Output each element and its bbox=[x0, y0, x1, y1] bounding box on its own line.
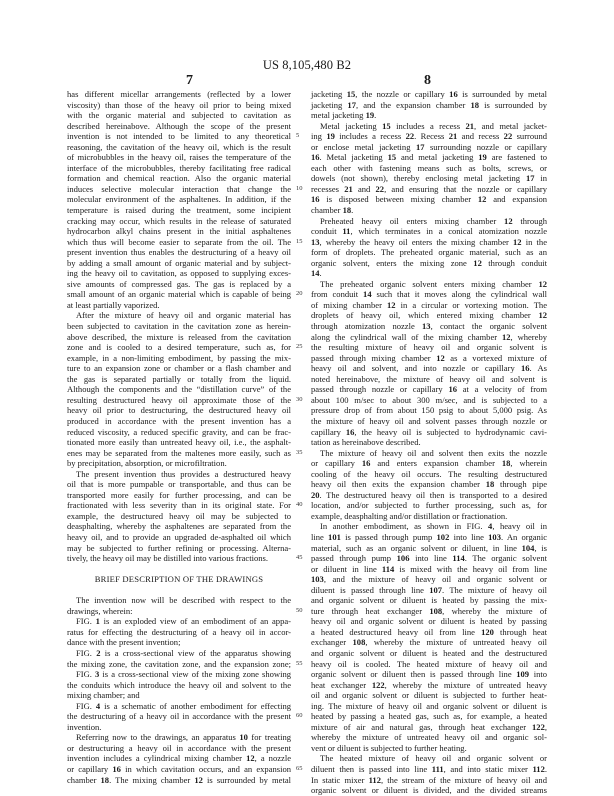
reference-numeral: 4 bbox=[95, 700, 101, 711]
reference-numeral: 16 bbox=[448, 384, 457, 395]
right-column-line: conduit 11, which terminates in a conical atomization nozzle bbox=[311, 226, 547, 237]
left-column-line: has different micellar arrangements (reflected by a lower bbox=[67, 89, 291, 99]
reference-numeral: 112 bbox=[532, 764, 545, 774]
left-column-line: The present invention thus provides a destructured heavy bbox=[76, 468, 291, 479]
right-column-line: capillary 16, the heavy oil is subjected to hydrodynamic cavi- bbox=[311, 426, 547, 437]
right-column-line: vent or diluent is subjected to further heating. bbox=[311, 742, 467, 753]
reference-numeral: 22 bbox=[375, 183, 385, 194]
right-column-line: each other with fastening means such as bolts, screws, or bbox=[311, 162, 547, 173]
reference-numeral: 16 bbox=[311, 194, 320, 205]
right-column-line: In static mixer 112, the stream of the mixture of heavy oil and bbox=[311, 774, 547, 785]
right-column-line: ing 19 includes a recess 22. Recess 21 and recess 22 surround bbox=[311, 131, 547, 142]
right-column-line: material, such as an organic solvent or diluent, in line 104, is bbox=[311, 542, 547, 553]
reference-numeral: 103 bbox=[488, 531, 501, 542]
reference-numeral: 103 bbox=[311, 574, 324, 585]
right-column-line: jacketing 17, and the expansion chamber 18 is surrounded by bbox=[311, 99, 547, 110]
reference-numeral: 14 bbox=[311, 268, 320, 279]
left-column-line: of microbubbles in the heavy oil, raises the temperature of the bbox=[67, 152, 291, 163]
left-column-line: cracking may occur, which results in the release of saturated bbox=[67, 215, 291, 226]
line-number: 20 bbox=[296, 290, 303, 298]
right-column-line: 14. bbox=[311, 268, 322, 279]
reference-numeral: 20 bbox=[311, 489, 320, 500]
reference-numeral: 3 bbox=[95, 669, 100, 680]
right-column-line: a heated destructured heavy oil from line 120 through heat bbox=[311, 626, 547, 637]
reference-numeral: 12 bbox=[538, 310, 547, 321]
left-column-line: with the organic material and subjected to cavitation as bbox=[67, 110, 291, 121]
right-column-line: chamber 18. bbox=[311, 205, 354, 216]
left-column-line: example, the destructured heavy oil may be subjected to bbox=[67, 510, 291, 521]
reference-numeral: 22 bbox=[405, 131, 415, 142]
reference-numeral: 12 bbox=[194, 774, 203, 785]
left-column-line bbox=[67, 564, 291, 575]
left-column-line: small amount of an organic material which is capable of being bbox=[67, 289, 291, 300]
reference-numeral: 12 bbox=[436, 352, 445, 363]
reference-numeral: 114 bbox=[452, 553, 465, 564]
right-column-line: through atomization nozzle 13, contact the organic solvent bbox=[311, 321, 548, 332]
right-column-line: of mixing chamber 12 in a circular or vortexing motion. The bbox=[311, 299, 547, 310]
left-column-line: the mixing zone, the cavitation zone, and the expansion zone; bbox=[67, 658, 291, 669]
reference-numeral: 17 bbox=[525, 173, 535, 184]
reference-numeral: 18 bbox=[100, 774, 110, 785]
left-column-line: example, in a non-limiting embodiment, by passing the mix- bbox=[67, 352, 291, 363]
right-column-line: tation as hereinabove described. bbox=[311, 437, 421, 448]
left-column-line: the conduits which introduce the heavy oil and solvent to the bbox=[67, 679, 291, 690]
right-column-line: mixture of air and natural gas, through heat exchanger 122, bbox=[311, 721, 547, 732]
right-column-line: noted hereinabove, the mixture of heavy oil and solvent is bbox=[311, 373, 547, 384]
right-column-line: along the cylindrical wall of the mixing chamber 12, whereby bbox=[311, 331, 547, 342]
patent-number: US 8,105,480 B2 bbox=[262, 58, 352, 72]
right-column-line: heavy oil is cooled. The heated mixture of heavy oil and bbox=[311, 658, 547, 669]
reference-numeral: 15 bbox=[382, 120, 391, 131]
line-number: 5 bbox=[296, 132, 300, 140]
reference-numeral: 14 bbox=[363, 289, 372, 300]
reference-numeral: 18 bbox=[501, 458, 511, 469]
line-number: 60 bbox=[296, 712, 303, 720]
left-column-line: FIG. 4 is a schematic of another embodiment for effecting bbox=[76, 700, 291, 711]
right-column-line: droplets of heavy oil, which entered mixing chamber 12 bbox=[311, 310, 547, 321]
left-column-line: deasphalting, whereby the asphaltenes are separated from the bbox=[67, 521, 291, 532]
left-column-line: by adding a small amount of organic material and by subject- bbox=[67, 257, 291, 268]
reference-numeral: 102 bbox=[436, 531, 450, 542]
line-number: 30 bbox=[296, 395, 303, 403]
right-column-line: cooling of the heavy oil occurs. The resulting destructured bbox=[311, 468, 547, 479]
line-number: 40 bbox=[296, 501, 303, 509]
left-page-number: 7 bbox=[186, 73, 193, 88]
right-column-line: jacketing 15, the nozzle or capillary 16 is surrounded by metal bbox=[311, 89, 547, 99]
reference-numeral: 12 bbox=[387, 299, 396, 310]
left-column-line: tively, the heavy oil may be distilled into various fractions. bbox=[67, 553, 268, 564]
reference-numeral: 12 bbox=[513, 236, 522, 247]
reference-numeral: 15 bbox=[387, 152, 397, 163]
right-column-line: ture through heat exchanger 108, whereby the mixture of bbox=[311, 605, 547, 616]
reference-numeral: 19 bbox=[326, 131, 335, 142]
left-column-line: ing the heavy oil to cavitation, as opposed to supplying exces- bbox=[67, 268, 291, 279]
left-column-line: transported more easily for further processing, and can be bbox=[67, 489, 291, 500]
reference-numeral: 112 bbox=[368, 774, 381, 785]
right-column-line: 16 is disposed between mixing chamber 12 and expansion bbox=[311, 194, 547, 205]
reference-numeral: 13 bbox=[422, 321, 431, 332]
left-column-line: the destructuring of a heavy oil in accordance with the present bbox=[67, 711, 291, 722]
left-column-line: oil that is more pumpable or transportable, and thus can be bbox=[67, 479, 291, 490]
right-column-line: metal jacketing 19. bbox=[311, 110, 377, 121]
right-column-line: from conduit 14 such that it moves along the cylindrical wall bbox=[311, 289, 547, 300]
left-column-line: FIG. 1 is an exploded view of an embodiment of an appa- bbox=[76, 616, 291, 627]
left-column-line: tionated more easily than untreated heavy oil, i.e., the asphalt- bbox=[67, 437, 291, 448]
right-text-column bbox=[311, 89, 547, 796]
reference-numeral: 12 bbox=[246, 753, 255, 764]
right-column-line: and organic solvent or diluent is heated by passing the mix- bbox=[311, 595, 547, 606]
right-column-line: or diluent in line 114 is mixed with the heavy oil from line bbox=[311, 563, 547, 574]
left-column-line: or destructuring a heavy oil in accordance with the present bbox=[67, 742, 291, 753]
right-column-line: heavy oil and organic solvent or diluent is heated by passing bbox=[311, 616, 547, 627]
left-column-line: present invention thus enables the destructuring of a heavy oil bbox=[67, 247, 291, 258]
line-number: 45 bbox=[296, 554, 303, 562]
right-column-line: The preheated organic solvent enters mixing chamber 12 bbox=[320, 278, 547, 289]
left-column-line: been subjected to cavitation in the cavitation zone as herein- bbox=[67, 321, 291, 332]
left-column-line: hydrocarbon alkyl chains present in the initial asphaltenes bbox=[67, 226, 291, 237]
reference-numeral: 18 bbox=[470, 99, 479, 110]
reference-numeral: 106 bbox=[396, 553, 410, 564]
right-column-line: 16. Metal jacketing 15 and metal jacketing 19 are fastened to bbox=[311, 152, 548, 163]
left-text-column bbox=[67, 89, 291, 785]
right-column-line: or capillary 16 and enters expansion chamber 18, wherein bbox=[311, 458, 547, 469]
right-column-line: whereby the mixture of untreated heavy oil and organic sol- bbox=[311, 732, 547, 743]
left-column-line: chamber 18. The mixing chamber 12 is surrounded by metal bbox=[67, 774, 291, 785]
reference-numeral: 12 bbox=[502, 331, 511, 342]
right-column-line: pressure drop of from about 150 psig to about 5,000 psig. As bbox=[311, 405, 547, 416]
right-column-line: example, deasphalting and/or distillation or fractionation. bbox=[311, 510, 508, 521]
left-column-line: viscosity) than those of the heavy oil prior to being mixed bbox=[67, 99, 291, 110]
reference-numeral: 122 bbox=[532, 721, 545, 732]
reference-numeral: 22 bbox=[503, 131, 513, 142]
left-column-line: ture to an expansion zone or chamber or a flash chamber and bbox=[67, 363, 291, 374]
right-column-line: passed through nozzle or capillary 16 at a velocity of from bbox=[311, 384, 547, 395]
right-page-number: 8 bbox=[424, 73, 431, 88]
right-column-line: Preheated heavy oil enters mixing chamber 12 through bbox=[320, 215, 547, 226]
left-column-line: invention includes a cylindrical mixing chamber 12, a nozzle bbox=[67, 753, 291, 764]
reference-numeral: 2 bbox=[96, 647, 101, 658]
left-column-line: resulting destructured heavy oil approximate those of the bbox=[67, 394, 291, 405]
right-column-line: passed through pump 106 into line 114. The organic solvent bbox=[311, 553, 547, 564]
left-column-line: temperature is raised during the treatment, some incipient bbox=[67, 205, 291, 216]
left-column-line: fractionated with less severity than in its original state. For bbox=[67, 500, 291, 511]
reference-numeral: 16 bbox=[521, 363, 530, 374]
left-column-line: dance with the present invention; bbox=[67, 637, 181, 648]
left-column-line: FIG. 3 is a cross-sectional view of the mixing zone showing bbox=[76, 669, 291, 680]
reference-numeral: 21 bbox=[465, 120, 475, 131]
reference-numeral: 18 bbox=[485, 479, 495, 490]
line-number: 55 bbox=[296, 659, 303, 667]
right-column-line: ing. The mixture of heavy oil and organic solvent or diluent is bbox=[311, 700, 547, 711]
line-number: 15 bbox=[296, 237, 303, 245]
reference-numeral: 10 bbox=[239, 732, 248, 743]
right-column-line: the mixture of heavy oil and solvent passes through nozzle or bbox=[311, 415, 547, 426]
reference-numeral: 17 bbox=[415, 141, 425, 152]
right-column-line: oil and organic solvent or diluent is subjected to further heat- bbox=[311, 690, 547, 701]
right-column-line: Metal jacketing 15 includes a recess 21, and metal jacket- bbox=[320, 120, 547, 131]
reference-numeral: 109 bbox=[516, 669, 530, 680]
right-column-line: heated by passing a heated gas, such as, for example, a heated bbox=[311, 711, 547, 722]
left-column-line: reduced viscosity, a reduced specific gravity, and can be frac- bbox=[67, 426, 291, 437]
left-column-line: zone and is cooled to a desired temperature, such as, for bbox=[67, 342, 291, 353]
left-column-line: molecular environment of the asphaltenes. In addition, if the bbox=[67, 194, 291, 205]
right-column-line: location, and/or subjected to further processing, such as, for bbox=[311, 500, 547, 511]
left-column-line: formation and chemical reaction. Also the organic material bbox=[67, 173, 291, 184]
reference-numeral: 16 bbox=[311, 152, 320, 163]
reference-numeral: 17 bbox=[347, 99, 356, 110]
reference-numeral: 12 bbox=[473, 257, 482, 268]
left-column-line: ratus for effecting the destructuring of a heavy oil in accor- bbox=[67, 626, 291, 637]
right-column-line: passed through mixing chamber 12 as a vortexed mixture of bbox=[311, 352, 548, 363]
reference-numeral: 16 bbox=[361, 458, 371, 469]
left-column-line: induces selective molecular interaction that change the bbox=[67, 183, 291, 194]
left-column-line: FIG. 2 is a cross-sectional view of the apparatus showing bbox=[76, 647, 291, 658]
right-column-line: The mixture of heavy oil and solvent then exits the nozzle bbox=[320, 447, 547, 458]
reference-numeral: 111 bbox=[431, 764, 444, 774]
line-number: 25 bbox=[296, 343, 303, 351]
right-column-line: organic solvent or diluent is divided, and the divided streams bbox=[311, 785, 547, 796]
right-column-line: or enclose metal jacketing 17 surrounding nozzle or capillary bbox=[311, 141, 547, 152]
left-column-line: heavy oil prior to destructuring, the destructured heavy oil bbox=[67, 405, 291, 416]
left-column-line: BRIEF DESCRIPTION OF THE DRAWINGS bbox=[94, 574, 264, 585]
left-column-line: may be subjected to further refining or processing. Alterna- bbox=[67, 542, 291, 553]
left-column-line: produced in accordance with the present invention has a bbox=[67, 415, 291, 426]
right-column-line: about 100 m/sec to about 300 m/sec, and is subjected to a bbox=[311, 394, 547, 405]
line-number: 50 bbox=[296, 606, 303, 614]
reference-numeral: 101 bbox=[328, 531, 341, 542]
reference-numeral: 16 bbox=[112, 764, 121, 774]
reference-numeral: 12 bbox=[538, 278, 547, 289]
reference-numeral: 122 bbox=[371, 679, 385, 690]
right-column-line: the resulting mixture of heavy oil and organic solvent is bbox=[311, 342, 547, 353]
left-column-line bbox=[67, 585, 291, 596]
reference-numeral: 11 bbox=[342, 226, 351, 237]
reference-numeral: 19 bbox=[365, 110, 375, 121]
reference-numeral: 12 bbox=[504, 215, 513, 226]
reference-numeral: 15 bbox=[346, 89, 356, 99]
reference-numeral: 1 bbox=[95, 616, 100, 627]
left-column-line: mixing chamber; and bbox=[67, 690, 140, 701]
left-column-line: described hereinabove. Although the scope of the present bbox=[67, 120, 291, 131]
right-column-line: In another embodiment, as shown in FIG. 4, heavy oil in bbox=[320, 521, 548, 532]
right-column-line: diluent is passed through line 107. The mixture of heavy oil bbox=[311, 584, 548, 595]
reference-numeral: 21 bbox=[448, 131, 458, 142]
reference-numeral: 16 bbox=[449, 89, 458, 99]
reference-numeral: 108 bbox=[429, 605, 443, 616]
right-column-line: 13, whereby the heavy oil enters the mixing chamber 12 in the bbox=[311, 236, 547, 247]
reference-numeral: 12 bbox=[477, 194, 487, 205]
left-column-line: the gas is separated partially or totally from the liquid. bbox=[67, 373, 291, 384]
reference-numeral: 16 bbox=[345, 426, 355, 437]
left-column-line: Referring now to the drawings, an apparatus 10 for treating bbox=[76, 732, 291, 743]
line-number: 10 bbox=[296, 184, 303, 192]
left-column-line: invention is not intended to be limited to any theoretical bbox=[67, 131, 291, 142]
right-column-line: heavy oil then exits the expansion chamber 18 through pipe bbox=[311, 479, 548, 490]
right-column-line: heavy oil and solvent, and into nozzle or capillary 16. As bbox=[311, 363, 547, 374]
right-column-line: 20. The destructured heavy oil then is transported to a desired bbox=[311, 489, 547, 500]
left-column-line: at least partially vaporized. bbox=[67, 299, 160, 310]
line-number: 65 bbox=[296, 765, 303, 772]
right-column-line: form of droplets. The preheated organic material, such as an bbox=[311, 247, 547, 258]
reference-numeral: 18 bbox=[342, 205, 352, 216]
reference-numeral: 21 bbox=[344, 183, 353, 194]
left-column-line: After the mixture of heavy oil and organic material has bbox=[76, 310, 291, 321]
left-column-line: reasoning, the cavitation of the heavy oil, which is the result bbox=[67, 141, 291, 152]
right-column-line: recesses 21 and 22, and ensuring that the nozzle or capillary bbox=[311, 183, 548, 194]
left-column-line: above described, the mixture is released from the cavitation bbox=[67, 331, 291, 342]
right-column-line: line 101 is passed through pump 102 into line 103. An organic bbox=[311, 531, 547, 542]
right-column-line: and organic solvent or diluent is heated and the destructured bbox=[311, 647, 547, 658]
line-number-gutter bbox=[296, 89, 310, 796]
reference-numeral: 104 bbox=[521, 542, 535, 553]
left-column-line: heavy oil, and to provide an upgraded de-asphalted oil which bbox=[67, 531, 291, 542]
left-column-line: sive amounts of compressed gas. The gas is replaced by a bbox=[67, 278, 291, 289]
right-column-line: exchanger 108, whereby the mixture of untreated heavy oil bbox=[311, 637, 547, 648]
left-column-line: which thus will become easier to separate from the oil. The bbox=[67, 236, 291, 247]
right-column-line: dowels (not shown), thereby enclosing metal jacketing 17 in bbox=[311, 173, 547, 184]
left-column-line: by precipitation, absorption, or microfiltration. bbox=[67, 458, 227, 469]
right-column-line: organic solvent, enters the mixing zone 12 through conduit bbox=[311, 257, 547, 268]
reference-numeral: 107 bbox=[429, 584, 443, 595]
left-column-line: invention. bbox=[67, 721, 102, 732]
left-column-line: Although the components and the “distillation curve” of the bbox=[67, 384, 291, 395]
right-column-line: diluent then is passed into line 111, and into static mixer 112. bbox=[311, 764, 547, 774]
right-column-line: The heated mixture of heavy oil and organic solvent or bbox=[320, 753, 547, 764]
reference-numeral: 4 bbox=[488, 521, 493, 532]
left-column-line: The invention now will be described with respect to the bbox=[76, 595, 291, 606]
right-column-line: organic solvent or diluent then is passed through line 109 into bbox=[311, 669, 547, 680]
reference-numeral: 19 bbox=[478, 152, 487, 163]
left-column-line: drawings, wherein: bbox=[67, 605, 133, 616]
left-column-line: or capillary 16 in which cavitation occurs, and an expansion bbox=[67, 764, 292, 774]
right-column-line: heat exchanger 122, whereby the mixture of untreated heavy bbox=[311, 679, 547, 690]
reference-numeral: 108 bbox=[352, 637, 366, 648]
left-column-line: interface of the microbubbles, thereby facilitating free radical bbox=[67, 162, 291, 173]
reference-numeral: 13 bbox=[311, 236, 320, 247]
reference-numeral: 120 bbox=[481, 626, 494, 637]
reference-numeral: 114 bbox=[381, 563, 395, 574]
right-column-line: 103, and the mixture of heavy oil and organic solvent or bbox=[311, 574, 547, 585]
left-column-line: enes may be separated from the maltenes more easily, such as bbox=[67, 447, 291, 458]
line-number: 35 bbox=[296, 448, 303, 456]
